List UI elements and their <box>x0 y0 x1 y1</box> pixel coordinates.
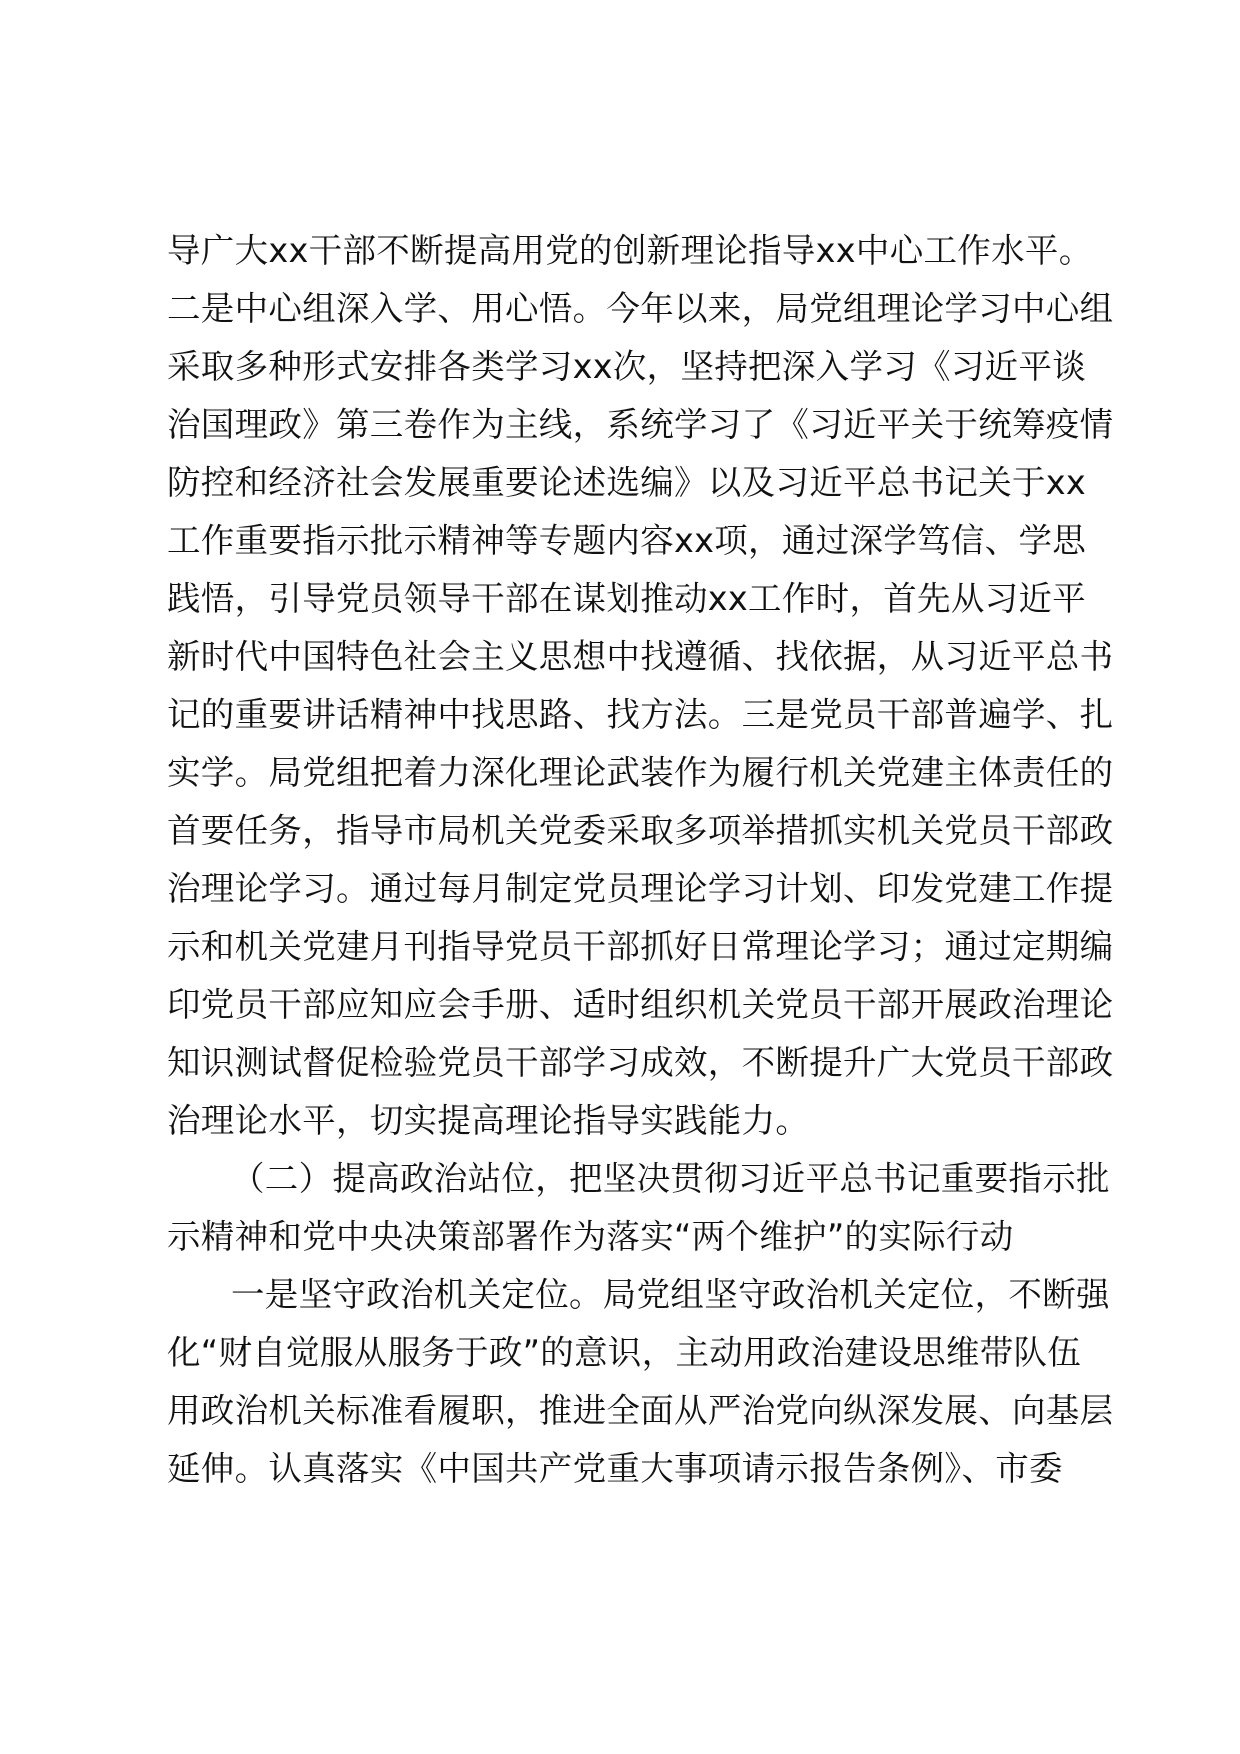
text-line: 采取多种形式安排各类学习xx次，坚持把深入学习《习近平谈 <box>167 347 1087 386</box>
text-line: 导广大xx干部不断提高用党的创新理论指导xx中心工作水平。 <box>167 231 1093 270</box>
text-line: 工作重要指示批示精神等专题内容xx项，通过深学笃信、学思 <box>167 521 1087 560</box>
section-heading-line: 示精神和党中央决策部署作为落实“两个维护”的实际行动 <box>167 1217 1014 1256</box>
text-line: 治理论水平，切实提高理论指导实践能力。 <box>167 1101 810 1140</box>
text-line: 记的重要讲话精神中找思路、找方法。三是党员干部普遍学、扎 <box>167 695 1114 734</box>
text-line: 首要任务，指导市局机关党委采取多项举措抓实机关党员干部政 <box>167 811 1114 850</box>
text-line: 化“财自觉服从服务于政”的意识，主动用政治建设思维带队伍 <box>167 1333 1082 1372</box>
text-line: 印党员干部应知应会手册、适时组织机关党员干部开展政治理论 <box>167 985 1114 1024</box>
text-line: 新时代中国特色社会主义思想中找遵循、找依据，从习近平总书 <box>167 637 1114 676</box>
text-line: 延伸。认真落实《中国共产党重大事项请示报告条例》、市委 <box>167 1449 1063 1488</box>
text-line: 实学。局党组把着力深化理论武装作为履行机关党建主体责任的 <box>167 753 1114 792</box>
text-line: 一是坚守政治机关定位。局党组坚守政治机关定位，不断强 <box>231 1275 1110 1314</box>
text-line: 治理论学习。通过每月制定党员理论学习计划、印发党建工作提 <box>167 869 1114 908</box>
text-line: 用政治机关标准看履职，推进全面从严治党向纵深发展、向基层 <box>167 1391 1114 1430</box>
text-line: 二是中心组深入学、用心悟。今年以来，局党组理论学习中心组 <box>167 289 1114 328</box>
text-line: 治国理政》第三卷作为主线，系统学习了《习近平关于统筹疫情 <box>167 405 1114 444</box>
text-line: 知识测试督促检验党员干部学习成效，不断提升广大党员干部政 <box>167 1043 1114 1082</box>
section-heading-line: （二）提高政治站位，把坚决贯彻习近平总书记重要指示批 <box>231 1159 1110 1198</box>
text-line: 示和机关党建月刊指导党员干部抓好日常理论学习；通过定期编 <box>167 927 1114 966</box>
text-line: 践悟，引导党员领导干部在谋划推动xx工作时，首先从习近平 <box>167 579 1087 618</box>
text-line: 防控和经济社会发展重要论述选编》以及习近平总书记关于xx <box>167 463 1087 502</box>
